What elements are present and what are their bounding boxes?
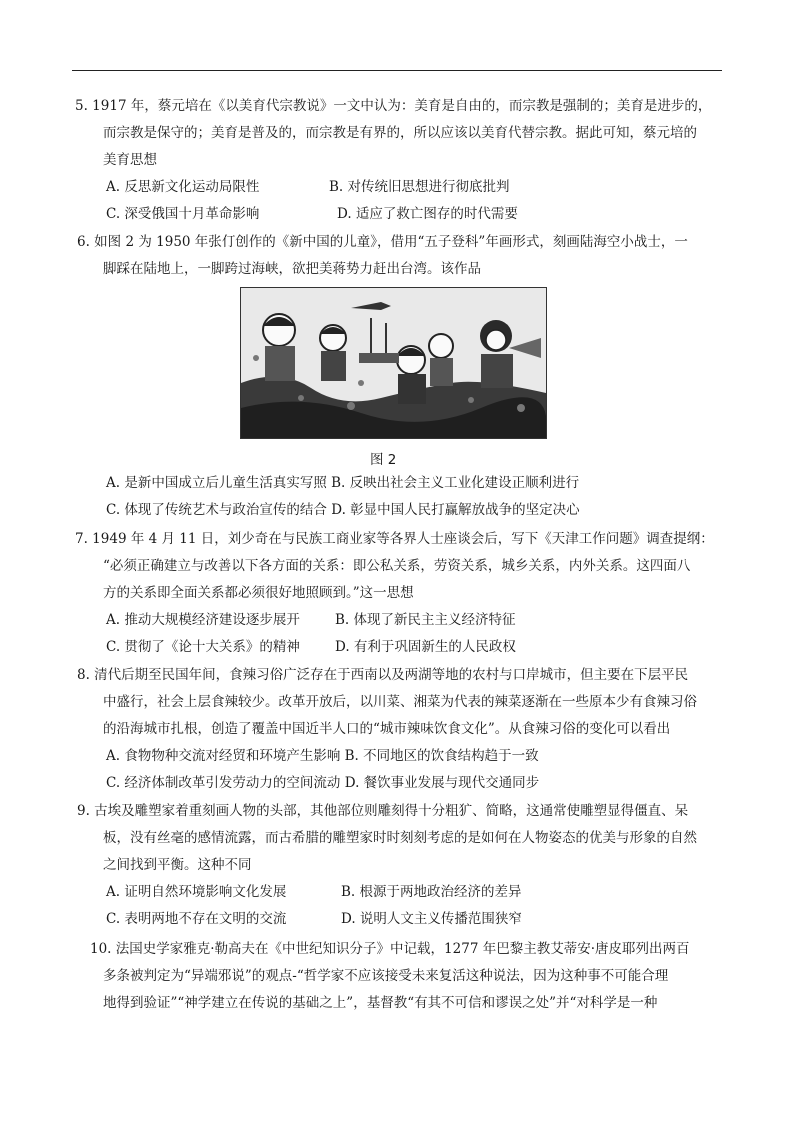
q5-stem-line-3: 美育思想 [103,152,157,168]
header-rule [72,70,722,71]
q10-stem-line-2: 多条被判定为“异端邪说”的观点-“哲学家不应该接受未来复活这种说法，因为这种事不可能合理 [103,968,669,984]
q9-stem-line-3: 之间找到平衡。这种不同 [103,857,252,873]
figure-caption: 图 2 [370,452,397,468]
q9-stem-line-1: 9. 古埃及雕塑家着重刻画人物的头部，其他部位则雕刻得十分粗犷、简略，这通常使雕塑显得僵直、呆 [77,803,689,819]
figure-2-image [240,287,547,439]
q7-option-c[interactable]: C. 贯彻了《论十大关系》的精神 [106,639,300,655]
q8-options-cd[interactable]: C. 经济体制改革引发劳动力的空间流动 D. 餐饮事业发展与现代交通同步 [106,775,540,791]
q8-stem-line-2: 中盛行，社会上层食辣较少。改革开放后，以川菜、湘菜为代表的辣菜逐渐在一些原本少有食辣习俗 [103,694,697,710]
q5-option-b[interactable]: B. 对传统旧思想进行彻底批判 [329,179,510,195]
q8-stem-line-1: 8. 清代后期至民国年间，食辣习俗广泛存在于西南以及两湖等地的农村与口岸城市，但主要在下层平民 [77,667,689,683]
q6-stem-line-2: 脚踩在陆地上，一脚跨过海峡，欲把美蒋势力赶出台湾。该作品 [103,261,481,277]
q6-options-ab[interactable]: A. 是新中国成立后儿童生活真实写照 B. 反映出社会主义工业化建设正顺利进行 [106,475,580,491]
q9-option-d[interactable]: D. 说明人文主义传播范围狭窄 [341,911,522,927]
q7-option-a[interactable]: A. 推动大规模经济建设逐步展开 [106,612,300,628]
figure-illustration [241,288,546,438]
q7-stem-line-2: “必须正确建立与改善以下各方面的关系：即公私关系，劳资关系，城乡关系，内外关系。这四面八 [103,558,691,574]
q9-option-b[interactable]: B. 根源于两地政治经济的差异 [341,884,522,900]
q9-option-c[interactable]: C. 表明两地不存在文明的交流 [106,911,287,927]
q5-stem-line-2: 而宗教是保守的；美育是普及的，而宗教是有界的，所以应该以美育代替宗教。据此可知，蔡元培的 [103,125,697,141]
q6-stem-line-1: 6. 如图 2 为 1950 年张仃创作的《新中国的儿童》，借用“五子登科”年画形式，刻画陆海空小战士，一 [77,234,688,250]
q10-stem-line-3: 地得到验证”“神学建立在传说的基础之上”，基督教“有其不可信和谬误之处”并“对科学是一种 [103,995,658,1011]
q7-stem-line-3: 方的关系即全面关系都必须很好地照顾到。”这一思想 [103,585,414,601]
q5-option-a[interactable]: A. 反思新文化运动局限性 [106,179,260,195]
q9-option-a[interactable]: A. 证明自然环境影响文化发展 [106,884,287,900]
q9-stem-line-2: 板，没有丝毫的感情流露，而古希腊的雕塑家时时刻刻考虑的是如何在人物姿态的优美与形象的自然 [103,830,697,846]
q8-options-ab[interactable]: A. 食物物种交流对经贸和环境产生影响 B. 不同地区的饮食结构趋于一致 [106,748,539,764]
q10-stem-line-1: 10. 法国史学家雅克·勒高夫在《中世纪知识分子》中记载，1277 年巴黎主教艾蒂安·唐皮耶列出两百 [90,941,690,957]
q6-options-cd[interactable]: C. 体现了传统艺术与政治宣传的结合 D. 彰显中国人民打赢解放战争的坚定决心 [106,502,580,518]
q7-option-d[interactable]: D. 有利于巩固新生的人民政权 [335,639,516,655]
q8-stem-line-3: 的沿海城市扎根，创造了覆盖中国近半人口的“城市辣味饮食文化”。从食辣习俗的变化可以看出 [103,721,671,737]
q5-option-d[interactable]: D. 适应了救亡图存的时代需要 [337,206,518,222]
q5-stem-line-1: 5. 1917 年，蔡元培在《以美育代宗教说》一文中认为：美育是自由的，而宗教是强制的；美育是进步的， [75,98,712,114]
q5-option-c[interactable]: C. 深受俄国十月革命影响 [106,206,260,222]
q7-stem-line-1: 7. 1949 年 4 月 11 日，刘少奇在与民族工商业家等各界人士座谈会后，写下《天津工作问题》调查提纲： [75,531,714,547]
q7-option-b[interactable]: B. 体现了新民主主义经济特征 [335,612,516,628]
